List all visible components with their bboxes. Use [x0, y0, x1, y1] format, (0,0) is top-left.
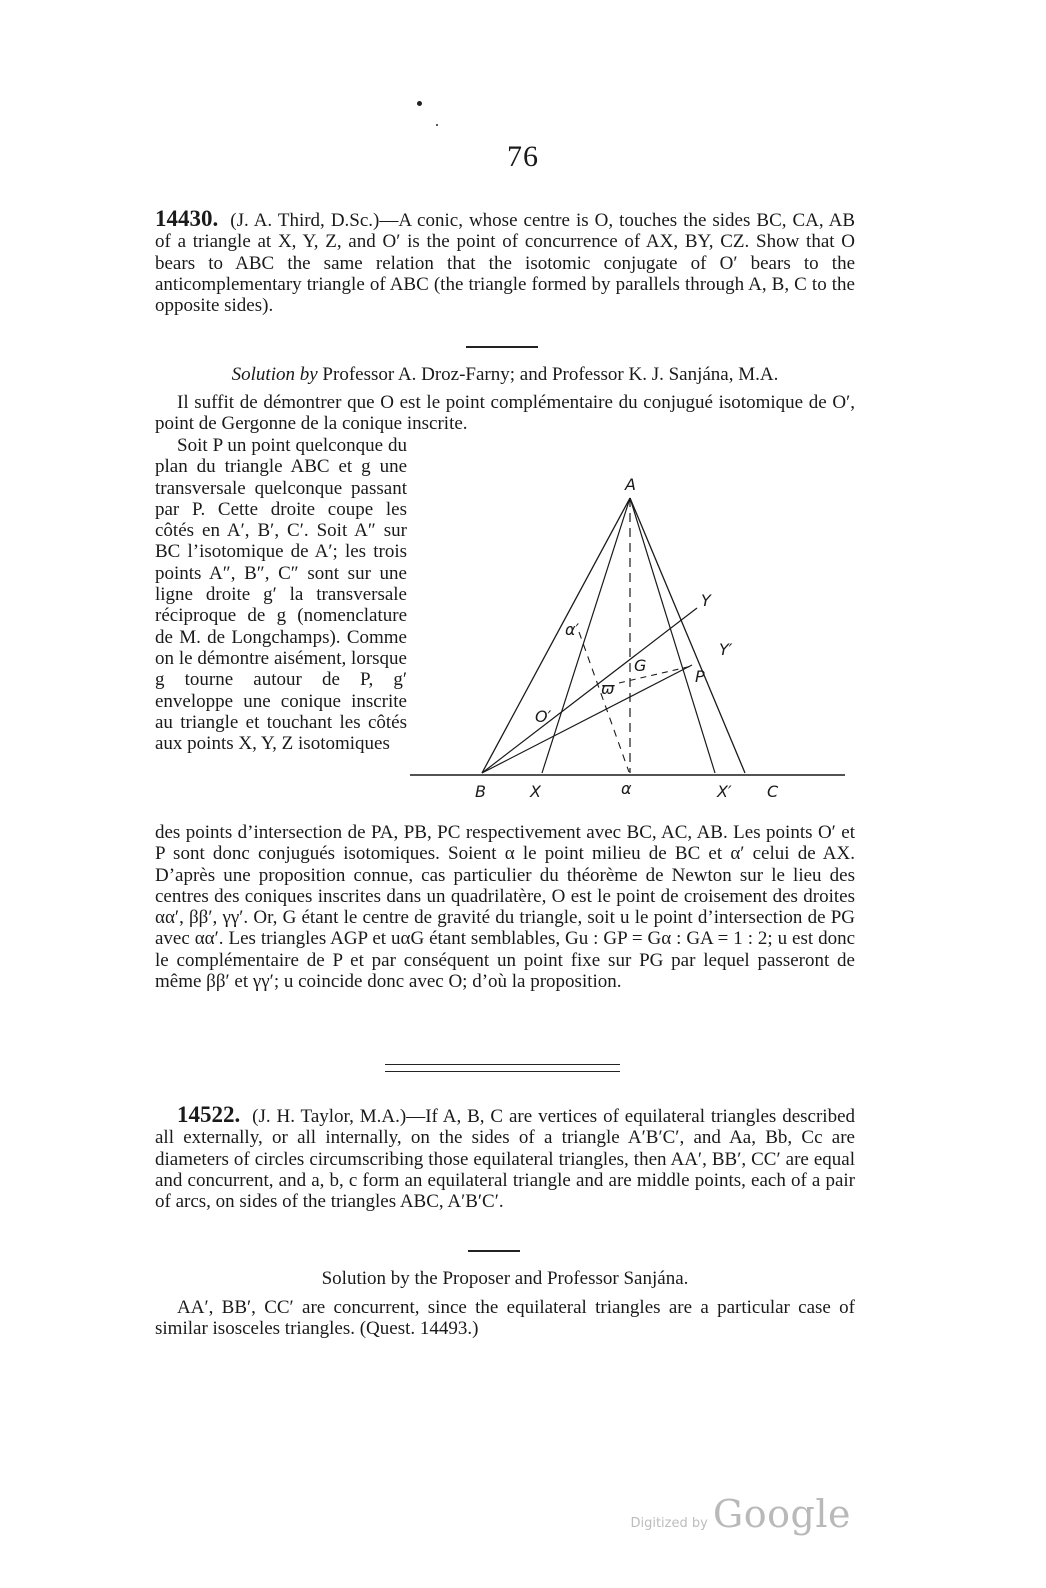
line-a-x — [542, 498, 630, 773]
label-b: B — [475, 782, 486, 801]
solution-paragraph-2-full: des points d’intersection de PA, PB, PC respectivement avec BC, AC, AB. Les points O′ et P sont donc conjugués isotomiques. Soient α le point milieu de BC et α′ celui de AX. D’après une proposition connue, cas particulier du théorème de Newton sur le lieu des centres des coniques inscrites dans un quadrilatère, O est le point de croisement des droites αα′, ββ′, γγ′. Or, G étant le centre de gravité du triangle, soit u le point d’intersection de PG avec αα′. Les triangles AGP et uαG étant semblables, Gu : GP = Gα : GA = 1 : 2; u est donc le complémentaire de P et par conséquent un point fixe sur PG par lequel passeront de même ββ′ et γγ′; u coincide donc avec O; d’où la proposition. — [155, 822, 856, 993]
line-a-xp — [630, 498, 715, 773]
side-ac — [630, 498, 745, 773]
dashed-alphap-alpha — [579, 632, 629, 772]
problem-number: 14430. — [155, 206, 219, 231]
section-rule — [468, 1250, 520, 1252]
triangle-diagram — [405, 460, 855, 805]
solution-heading: Solution by the Proposer and Professor Sanjána. — [321, 1268, 689, 1289]
label-g: G — [634, 656, 647, 675]
digitized-watermark — [630, 1492, 851, 1536]
line-b-y — [482, 608, 697, 773]
problem-text: —A conic, whose centre is O, touches the sides BC, CA, AB of a triangle at X, Y, Z, and O′ is the point of concurrence of AX, BY, CZ. Show that O bears to ABC the same relation that the isotomic conjugate of O′ bears to the anticomplementary triangle of ABC (the triangle formed by parallels through A, B, C to the opposite sides). — [155, 210, 856, 317]
problem-number: 14522. — [177, 1102, 241, 1127]
label-c: C — [767, 782, 779, 801]
page-number: 76 — [507, 140, 539, 173]
solution-heading-names: Professor A. Droz-Farny; and Professor K. J. Sanjána, M.A. — [322, 364, 779, 385]
problem-author: (J. A. Third, D.Sc.) — [230, 210, 380, 231]
label-w: ϖ — [601, 679, 615, 698]
brand-logo: Google — [712, 1492, 851, 1536]
label-xp: X′ — [717, 782, 732, 801]
digitized-text: Digitized by — [630, 1516, 708, 1531]
problem-text: —If A, B, C are vertices of equilateral triangles described all externally, or all internally, on the sides of a triangle A′B′C′, and Aa, Bb, Cc are diameters of circles circumscribing those equilateral triangles, then AA′, BB′, CC′ are equal and concurrent, and a, b, c form an equilateral triangle and are middle points, each of a pair of arcs, on sides of the triangles ABC, A′B′C′. — [155, 1106, 856, 1213]
label-alpha-prime: α′ — [565, 620, 580, 639]
problem-14430-statement — [155, 208, 855, 316]
label-y: Y — [701, 591, 711, 610]
speck-mark — [436, 124, 438, 126]
label-yp: Y′ — [719, 640, 733, 659]
section-rule — [466, 346, 538, 348]
line-b-p — [482, 665, 692, 773]
triangle-figure — [405, 460, 855, 805]
label-alpha: α — [621, 779, 632, 798]
section-divider — [385, 1064, 620, 1072]
solution-heading — [155, 364, 855, 386]
solution-paragraph-2-left: Soit P un point quelconque du plan du triangle ABC et g une transversale quelconque passant par P. Cette droite coupe les côtés en A′, B′, C′. Soit A″ sur BC l’isotomique de A′; les trois points A″, B″, C″ sont sur une ligne droite g′ la transversale réciproque de g (nomenclature de M. de Longchamps). Comme on le démontre aisément, lorsque g tourne autour de P, g′ enveloppe une conique inscrite au triangle et touchant les côtés aux points X, Y, Z isotomiques — [155, 435, 407, 755]
solution-paragraph: AA′, BB′, CC′ are concurrent, since the equilateral triangles are a particular case of similar isosceles triangles. (Quest. 14493.) — [155, 1297, 855, 1340]
solution-heading-prefix: Solution by — [231, 364, 318, 385]
speck-mark — [417, 101, 422, 106]
problem-14522-statement — [155, 1104, 855, 1212]
problem-author: (J. H. Taylor, M.A.) — [252, 1106, 407, 1127]
label-x: X — [530, 782, 541, 801]
side-ab — [482, 498, 630, 773]
solution-paragraph-1: Il suffit de démontrer que O est le point complémentaire du conjugué isotomique de O′, point de Gergonne de la conique inscrite. — [155, 392, 855, 435]
label-p: P — [695, 667, 705, 686]
label-op: O′ — [535, 707, 552, 726]
label-a: A — [625, 475, 636, 494]
